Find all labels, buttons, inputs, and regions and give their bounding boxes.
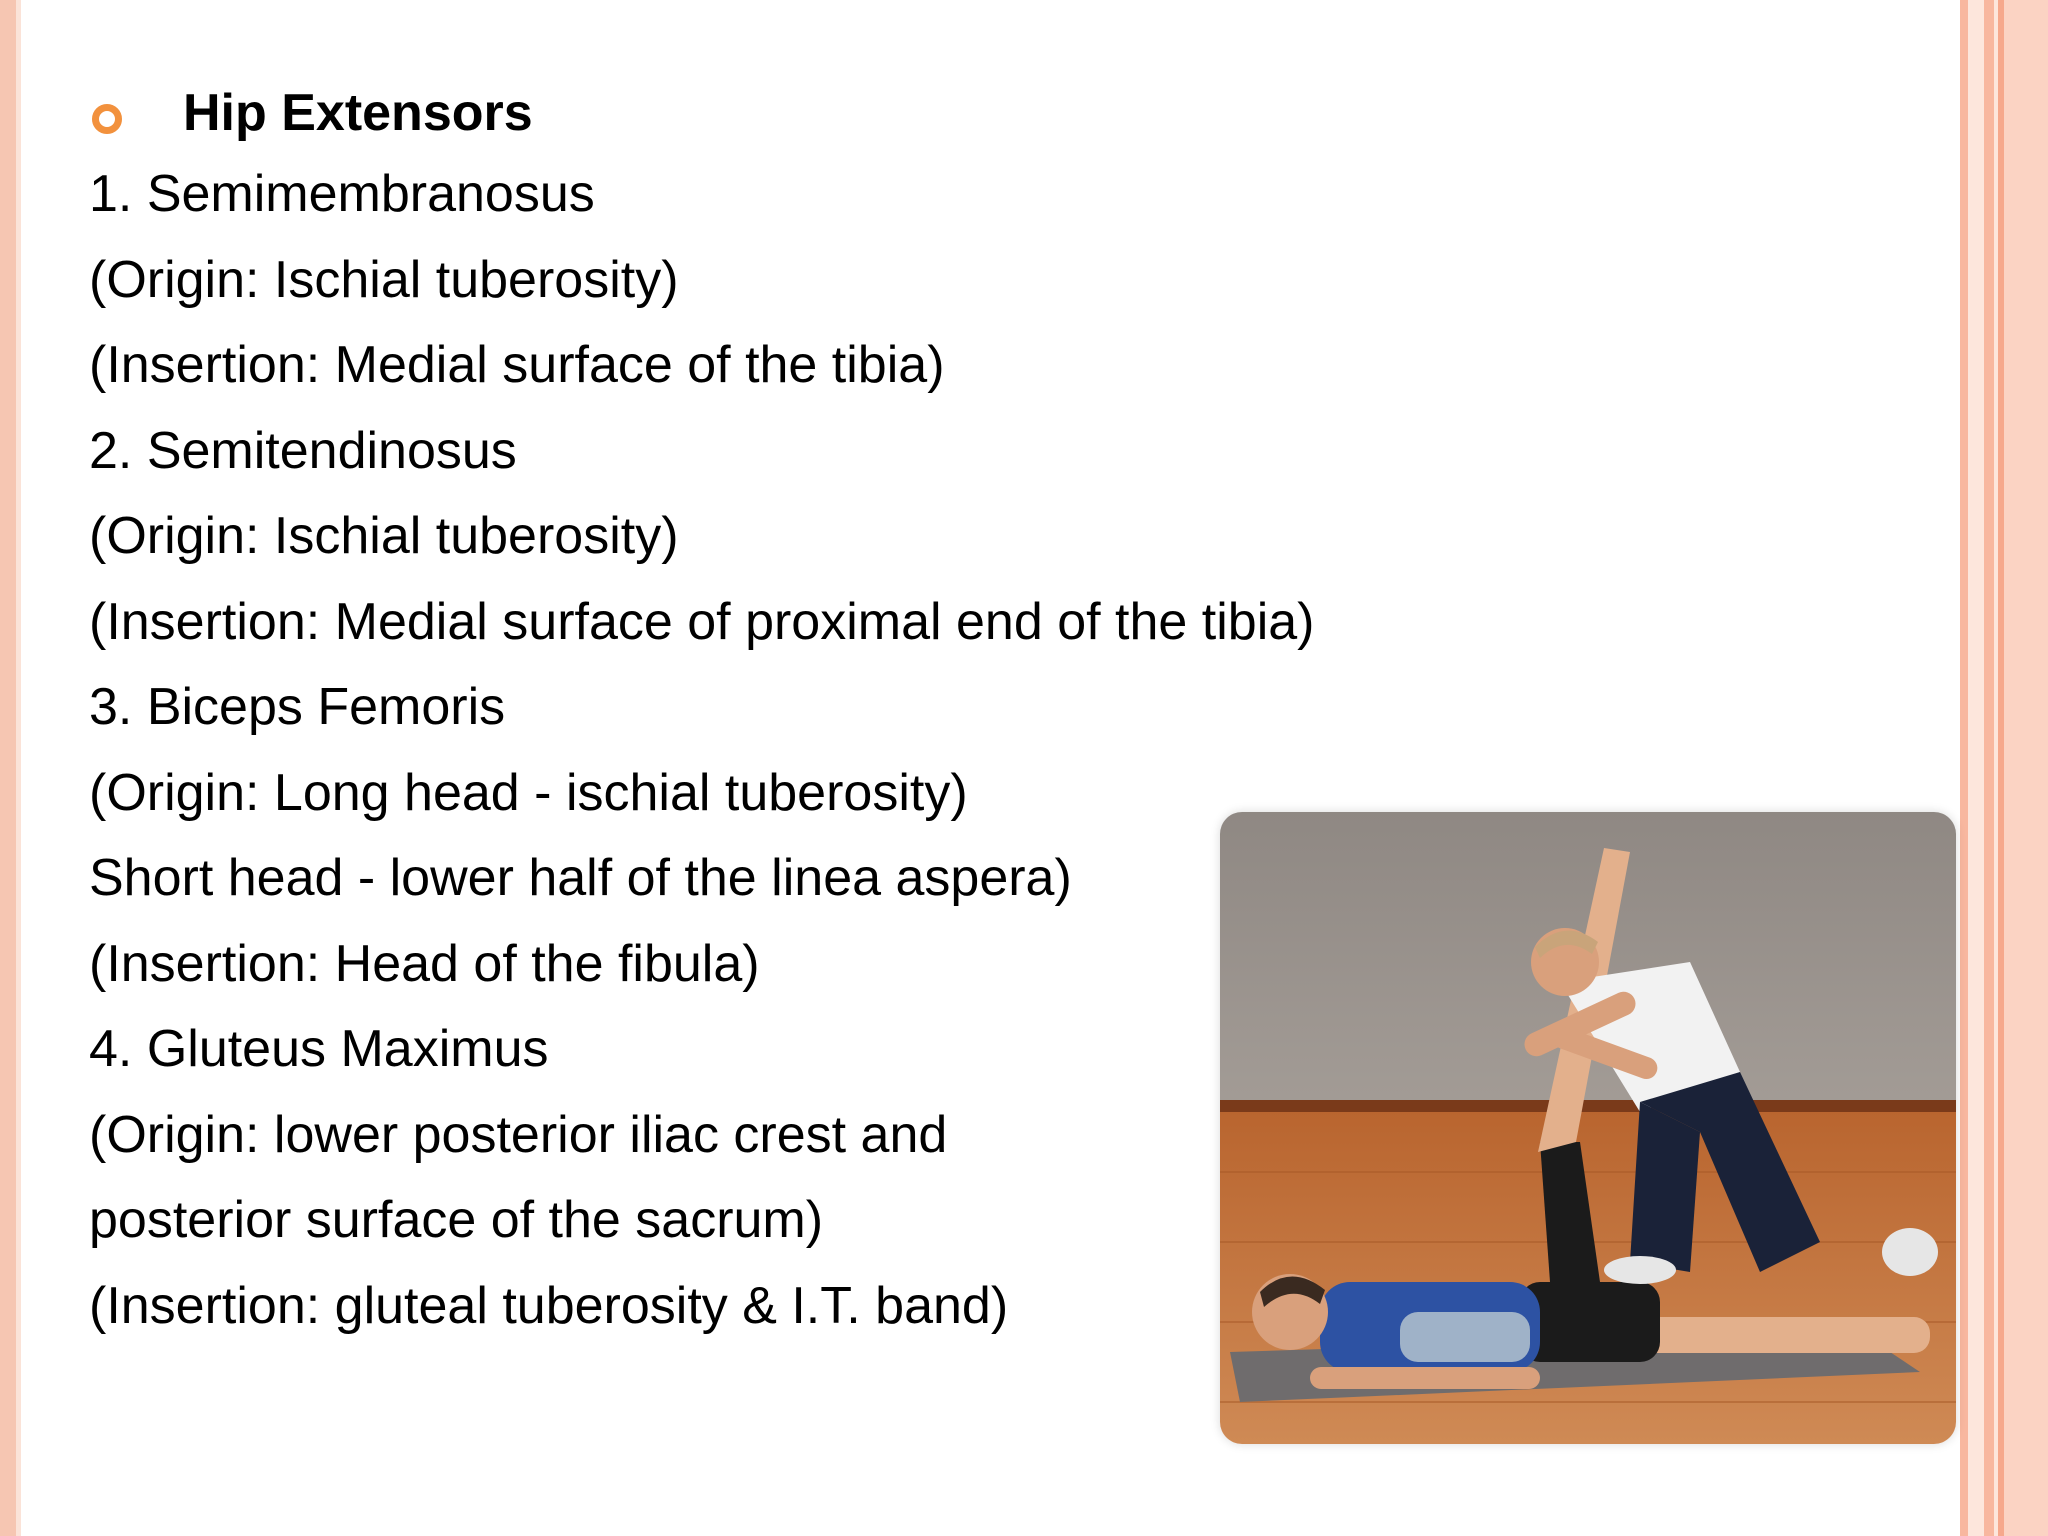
text-line: 1. Semimembranosus: [89, 165, 595, 223]
right-border-stripe: [1960, 0, 1968, 1536]
left-border-stripe-inner: [16, 0, 21, 1536]
text-line: (Origin: lower posterior iliac crest and: [89, 1105, 948, 1164]
right-border-stripe: [1968, 0, 1984, 1536]
left-border-stripe: [0, 0, 16, 1536]
text-line: 3. Biceps Femoris: [89, 678, 506, 736]
slide-heading: Hip Extensors: [183, 84, 533, 142]
text-line: 2. Semitendinosus: [89, 421, 517, 480]
text-line: (Origin: Ischial tuberosity): [89, 250, 679, 309]
right-border-stripe: [2004, 0, 2048, 1536]
stretching-photo-illustration: [1220, 812, 1956, 1444]
ring-bullet-icon: [92, 104, 122, 134]
text-line: (Origin: Ischial tuberosity): [89, 507, 679, 565]
text-line: (Insertion: Medial surface of proximal end of the tibia): [89, 592, 1315, 651]
text-line: (Insertion: gluteal tuberosity & I.T. band): [89, 1276, 1009, 1335]
text-line: posterior surface of the sacrum): [89, 1191, 824, 1249]
text-line: (Insertion: Head of the fibula): [89, 934, 760, 993]
stretching-photo: [1220, 812, 1956, 1444]
text-line: 4. Gluteus Maximus: [89, 1020, 549, 1078]
right-border-stripe: [1984, 0, 1994, 1536]
heading-row: [89, 78, 1589, 152]
text-line: (Origin: Long head - ischial tuberosity): [89, 763, 968, 822]
text-line: (Insertion: Medial surface of the tibia): [89, 336, 945, 394]
text-line: Short head - lower half of the linea aspera): [89, 849, 1072, 907]
